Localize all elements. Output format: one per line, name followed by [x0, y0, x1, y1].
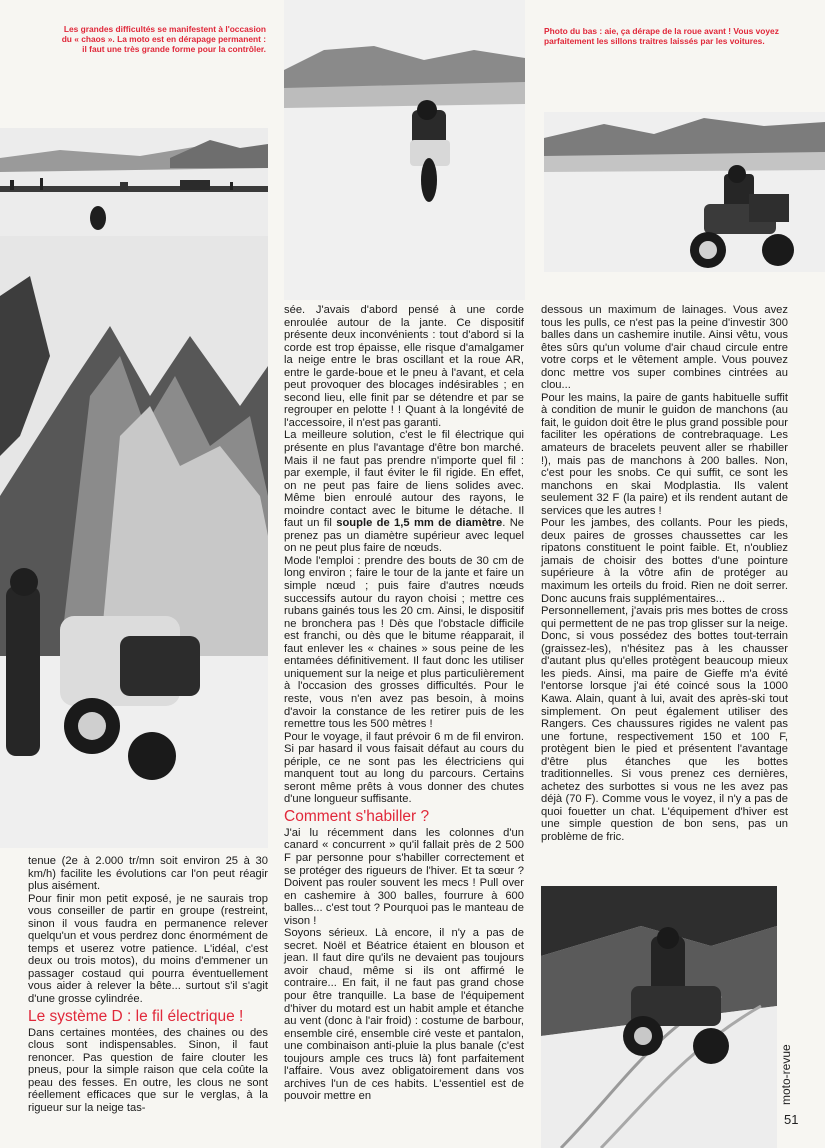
- paragraph: Pour les jambes, des collants. Pour les pieds, deux paires de grosses chaussettes car les ripatons constituent le point faible. Et, n'oubliez jamais de choisir des bottes d'une pointure supérieure à la vôtre afin de protéger au maximum les orteils du froid. Rien ne doit serrer. Donc aucuns frais supplémentaires...: [541, 517, 788, 605]
- section-heading-system-d: Le système D : le fil électrique !: [28, 1007, 244, 1025]
- page-number: 51: [784, 1112, 799, 1127]
- photo-snowy-forest-bike: [0, 236, 268, 848]
- paragraph: Personnellement, j'avais pris mes bottes de cross qui permettent de ne pas trop glisser sur la neige. Donc, si vous possédez des bottes tout-terrain (graissez-les), n'hésitez pas à les chausser d'autant plus qu'elles protègent beaucoup mieux les pieds. Ainsi, ma paire de Gieffe m'a évité l'entorse lorsque j'ai été coincé sous la 1000 Kawa. Alain, quant à lui, avait des après-ski tout simplement. On peut également utiliser des Rangers. Ces chaussures rigides ne valent pas une fortune, respectivement 150 et 100 F, protègent bien le pied et présentent l'avantage d'être plus étanches que les bottes traditionnelles. Si vous prenez ces dernières, achetez des surbottes si vous ne les avez pas déjà (70 F). Comme vous le voyez, il n'y a pas de quoi fouetter un chat. L'équipement d'hiver est une simple question de bon sens, pas un problème de fric.: [541, 605, 788, 843]
- paragraph: Dans certaines montées, des chaines ou des clous sont indispensables. Sinon, il faut renoncer. Pas question de faire clouter les pneus, pour la simple raison que cela coûte la peau des fesses. En outre, les clous ne sont réellement efficaces que sur le verglas, à la rigueur sur la neige tas-: [28, 1026, 268, 1114]
- photo-rider-snow-road: [284, 0, 525, 300]
- paragraph-text: . Ne prenez pas un diamètre supérieur avec lequel on ne peut plus faire de nœuds.: [284, 517, 524, 555]
- paragraph: Soyons sérieux. Là encore, il n'y a pas de secret. Noël et Béatrice étaient en blouson et jean. Il faut dire qu'ils ne devaient pas toujours avoir chaud, même si ils ont affirmé le contraire... En fait, il ne faut pas grand chose pour être tranquille. La base de l'équipement d'hiver du motard est un habit ample et étanche au vent (donc à l'air froid) : costume de barbour, ensemble ciré, ensemble ciré veste et pantalon, une combinaison anti-pluie la plus banale (c'est toujours ample ces trucs là) font parfaitement l'affaire. Vous avez obligatoirement dans vos archives l'un de ces habits. L'essentiel est de pouvoir mettre en: [284, 927, 524, 1103]
- caption-chaos: Les grandes difficultés se manifestent à l'occasion du « chaos ». La moto est en dérapage permanent : il faut une très grande forme pour la contrôler.: [61, 24, 266, 54]
- paragraph: dessous un maximum de lainages. Vous avez tous les pulls, ce n'est pas la peine d'investir 300 balles dans un cashemire inutile. Ainsi vêtu, vous êtes sûrs qu'un volume d'air chaud circule entre votre corps et le vêtement ample. Vous pouvez donc mettre vos super combines cintrées au clou...: [541, 304, 788, 392]
- paragraph: Pour finir mon petit exposé, je ne saurais trop vous conseiller de partir en groupe (restreint, sinon il vous faudra en permanence relever quelqu'un et vous perdrez donc énormément de temps et userez votre patience. L'idéal, c'est deux ou trois motos), du moins d'emmener un passager costaud qui pourra éventuellement vous aider à relever la bête... surtout s'il s'agit d'une grosse cylindrée.: [28, 892, 268, 1006]
- magazine-name: moto-revue: [779, 1044, 793, 1106]
- article-column-middle: [284, 304, 524, 1103]
- paragraph: tenue (2e à 2.000 tr/mn soit environ 25 à 30 km/h) facilite les évolutions car l'on peut réagir plus aisément.: [28, 855, 268, 893]
- photo-snowy-plain: [0, 128, 268, 236]
- caption-front-wheel: Photo du bas : aie, ça dérape de la roue avant ! Vous voyez parfaitement les sillons traitres laissés par les voitures.: [544, 26, 779, 46]
- paragraph: sée. J'avais d'abord pensé à une corde enroulée autour de la jante. Ce dispositif présente deux inconvénients : tout d'abord si la corde est trop épaisse, elle risque d'amalgamer la neige entre le bras oscillant et la roue AR, entre le garde-boue et le pneu à l'avant, et cela peut provoquer des blocages indésirables ; en second lieu, elle finit par se détendre et par se regrouper en pelotte ! ! Quant à la longévité de l'accessoire, il n'est pas garanti.: [284, 304, 524, 429]
- paragraph: [284, 429, 524, 554]
- article-column-left: [28, 855, 268, 1114]
- paragraph: Mode l'emploi : prendre des bouts de 30 cm de long environ ; faire le tour de la jante et faire un simple nœud ; puis faire d'autres nœuds successifs autour du rayon choisi ; mettre ces rubans gainés tous les 20 cm. Ainsi, le dispositif ne bronchera pas ! Dès que l'obstacle difficile est franchi, ou dès que le bitume réapparait, il faut enlever les « chaines » sous peine de les entamées définitivement. Il faut donc les utiliser uniquement sur la neige et plus particulièrement à l'occasion des grosses difficultés. Pour le reste, vous n'en avez pas besoin, à moins d'avoir la constance de les retirer puis de les remettre tous les 500 mètres !: [284, 554, 524, 731]
- article-column-right: [541, 304, 788, 844]
- emphasis-text: souple de 1,5 mm de diamètre: [336, 517, 503, 530]
- paragraph-text: La meilleure solution, c'est le fil électrique qui présente en plus l'avantage d'être bon marché. Mais il ne faut pas prendre n'importe quel fil : par exemple, il faut éviter le fil rigide. En effet, on ne peut pas faire de liens solides avec. Même bien enroulé autour des rayons, le moindre contact avec le bitume le détache. Il faut un fil: [284, 429, 524, 530]
- paragraph: Pour les mains, la paire de gants habituelle suffit à condition de munir le guidon de manchons (au fait, le guidon doit être le plus grand possible pour faciliter les opérations de contrebraquage. Les amateurs de bracelets peuvent aller se rhabiller !), mais pas de manchons à 200 balles. Non, c'est pour les snobs. Ce qui suffit, ce sont les manchons en skai Modplastia. Ils valent seulement 32 F (la paire) et ils rendent autant de services que les autres !: [541, 391, 788, 517]
- section-heading-clothing: Comment s'habiller ?: [284, 807, 430, 825]
- photo-rider-front-wheel-slide: [544, 112, 825, 272]
- paragraph: J'ai lu récemment dans les colonnes d'un canard « concurrent » qu'il fallait près de 2 500 F par personne pour s'habiller correctement et se protéger des rigueurs de l'hiver. Et ta sœur ? Doivent pas rouler souvent les mecs ! Pull over en cashemire à 300 balles, fourrure à 600 balles... c'est tout ? Pourquoi pas le manteau de vison !: [284, 826, 524, 927]
- photo-rider-icy-road: [541, 886, 777, 1148]
- paragraph: Pour le voyage, il faut prévoir 6 m de fil environ. Si par hasard il vous faisait défaut au cours du périple, ce ne sont pas les électriciens qui manquent tout au long du parcours. Certains seront même prêts à vous donner des chutes d'une longueur suffisante.: [284, 730, 524, 806]
